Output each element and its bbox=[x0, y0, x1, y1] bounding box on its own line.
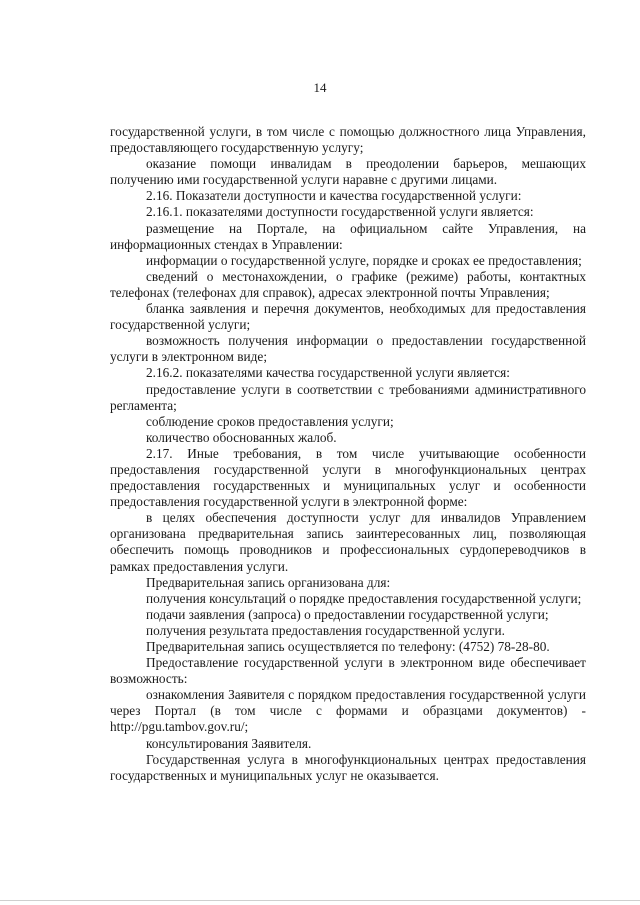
paragraph: размещение на Портале, на официальном сайте Управления, на информационных стендах в Управлении: bbox=[110, 220, 586, 252]
paragraph: ознакомления Заявителя с порядком предоставления государственной услуги через Портал (в том числе с формами и образцами документов) - http://pgu.tambov.gov.ru/; bbox=[110, 687, 586, 735]
paragraph: оказание помощи инвалидам в преодолении барьеров, мешающих получению ими государственной услуги наравне с другими лицами. bbox=[110, 156, 586, 188]
paragraph: Предварительная запись организована для: bbox=[146, 574, 391, 590]
paragraph: консультирования Заявителя. bbox=[146, 735, 312, 751]
paragraph: 2.16. Показатели доступности и качества государственной услуги: bbox=[146, 188, 522, 204]
paragraph: информации о государственной услуге, порядке и сроках ее предоставления; bbox=[146, 252, 582, 268]
paragraph: сведений о местонахождении, о графике (режиме) работы, контактных телефонах (телефонах для справок), адресах электронной почты Управления; bbox=[110, 268, 586, 300]
paragraph: государственной услуги, в том числе с помощью должностного лица Управления, предоставляющего государственную услугу; bbox=[110, 124, 586, 156]
paragraph: Предоставление государственной услуги в электронном виде обеспечивает возможность: bbox=[110, 655, 586, 687]
paragraph: 2.16.1. показателями доступности государственной услуги является: bbox=[146, 204, 534, 220]
paragraph: подачи заявления (запроса) о предоставлении государственной услуги; bbox=[146, 606, 549, 622]
paragraph: количество обоснованных жалоб. bbox=[146, 429, 337, 445]
paragraph: возможность получения информации о предоставлении государственной услуги в электронном виде; bbox=[110, 333, 586, 365]
page-number: 14 bbox=[313, 80, 327, 95]
paragraph: в целях обеспечения доступности услуг для инвалидов Управлением организована предварительная запись заинтересованных лиц, позволяющая обеспечить помощь проводников и профессиональных сурдопереводчиков в рамках предоставления услуги. bbox=[110, 510, 586, 574]
paragraph: 2.16.2. показателями качества государственной услуги является: bbox=[146, 365, 510, 381]
paragraph: получения результата предоставления государственной услуги. bbox=[146, 622, 505, 638]
paragraph: Государственная услуга в многофункциональных центрах предоставления государственных и муниципальных услуг не оказывается. bbox=[110, 751, 586, 783]
paragraph: 2.17. Иные требования, в том числе учитывающие особенности предоставления государственной услуги в многофункциональных центрах предоставления государственных и муниципальных услуг и особенности предоставления государственной услуги в электронной форме: bbox=[110, 445, 586, 510]
page-edge-line bbox=[0, 900, 640, 901]
paragraph: предоставление услуги в соответствии с требованиями административного регламента; bbox=[110, 381, 586, 413]
paragraph: Предварительная запись осуществляется по телефону: (4752) 78-28-80. bbox=[146, 639, 550, 654]
document-body bbox=[110, 124, 586, 784]
paragraph: соблюдение сроков предоставления услуги; bbox=[146, 413, 394, 429]
paragraph: получения консультаций о порядке предоставления государственной услуги; bbox=[146, 590, 582, 606]
paragraph: бланка заявления и перечня документов, необходимых для предоставления государственной услуги; bbox=[110, 301, 586, 333]
